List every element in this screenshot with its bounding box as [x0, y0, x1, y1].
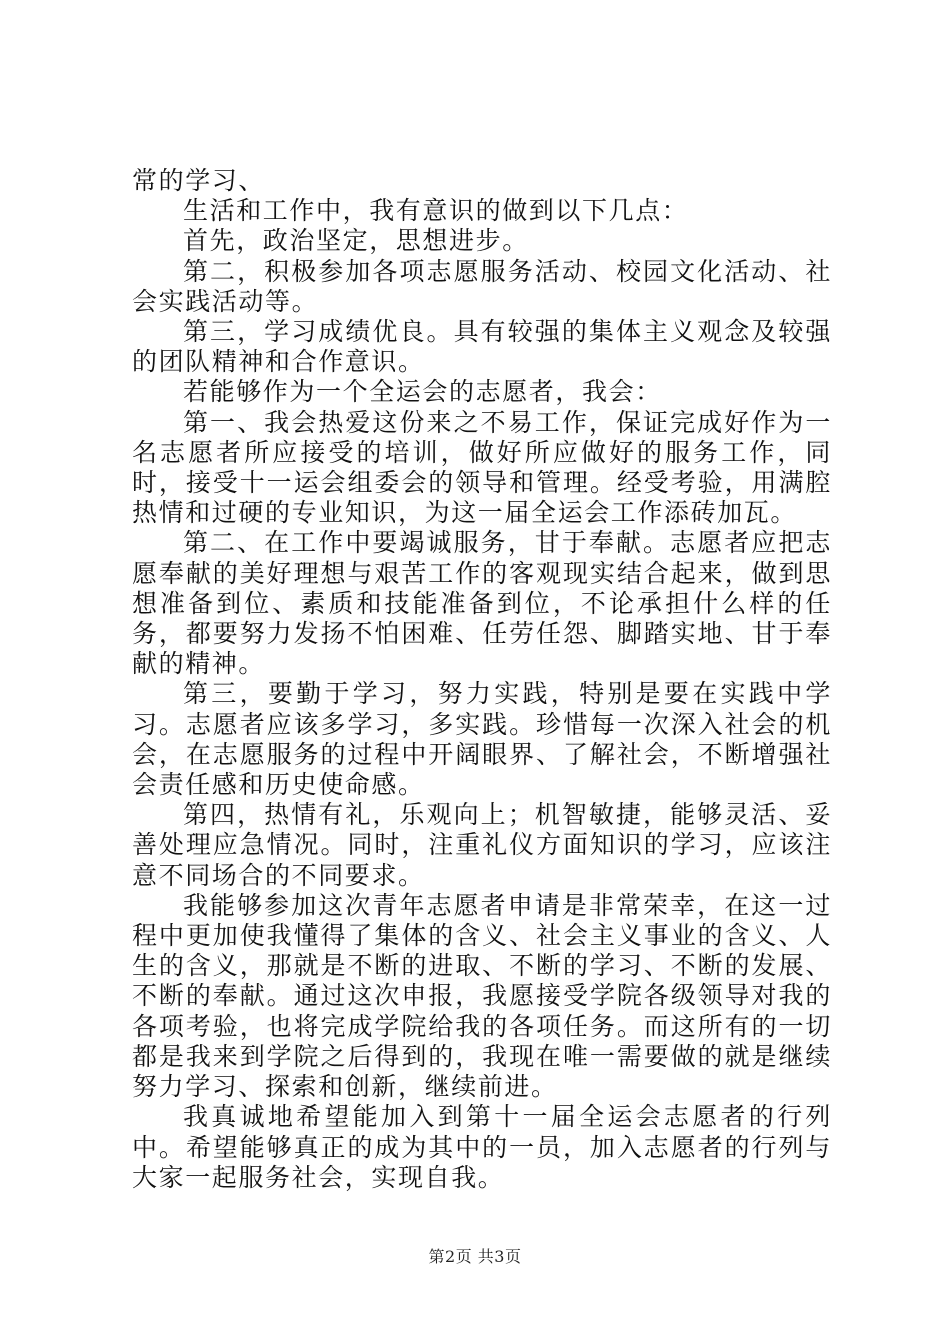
paragraph: 生活和工作中，我有意识的做到以下几点： — [183, 196, 689, 226]
paragraph: 我真诚地希望能加入到第十一届全运会志愿者的行列中。希望能够真正的成为其中的一员，加入志愿者的行列与大家一起服务社会，实现自我。 — [132, 1102, 832, 1192]
paragraph: 我能够参加这次青年志愿者申请是非常荣幸，在这一过程中更加使我懂得了集体的含义、社会主义事业的含义、人生的含义，那就是不断的进取、不断的学习、不断的发展、不断的奉献。通过这次申报，我愿接受学院各级领导对我的各项考验，也将完成学院给我的各项任务。而这所有的一切都是我来到学院之后得到的，我现在唯一需要做的就是继续努力学习、探索和创新，继续前进。 — [132, 890, 832, 1102]
paragraph: 第二、在工作中要竭诚服务，甘于奉献。志愿者应把志愿奉献的美好理想与艰苦工作的客观现实结合起来，做到思想准备到位、素质和技能准备到位，不论承担什么样的任务，都要努力发扬不怕困难、任劳任怨、脚踏实地、甘于奉献的精神。 — [132, 528, 832, 679]
paragraph: 第二，积极参加各项志愿服务活动、校园文化活动、社会实践活动等。 — [132, 256, 832, 316]
page-footer — [0, 1244, 950, 1267]
document-body — [132, 166, 832, 1193]
paragraph: 常的学习、 — [132, 166, 266, 195]
paragraph: 若能够作为一个全运会的志愿者，我会： — [183, 377, 662, 407]
paragraph: 第三，学习成绩优良。具有较强的集体主义观念及较强的团队精神和合作意识。 — [132, 317, 832, 377]
page-number-label: 第2页 共3页 — [428, 1247, 522, 1266]
paragraph: 第四，热情有礼，乐观向上；机智敏捷，能够灵活、妥善处理应急情况。同时，注重礼仪方面知识的学习，应该注意不同场合的不同要求。 — [132, 800, 832, 890]
paragraph: 第三，要勤于学习，努力实践，特别是要在实践中学习。志愿者应该多学习，多实践。珍惜每一次深入社会的机会，在志愿服务的过程中开阔眼界、了解社会，不断增强社会责任感和历史使命感。 — [132, 679, 832, 800]
paragraph: 首先，政治坚定，思想进步。 — [183, 226, 529, 256]
paragraph: 第一、我会热爱这份来之不易工作，保证完成好作为一名志愿者所应接受的培训，做好所应做好的服务工作，同时，接受十一运会组委会的领导和管理。经受考验，用满腔热情和过硬的专业知识，为这一届全运会工作添砖加瓦。 — [132, 407, 832, 528]
